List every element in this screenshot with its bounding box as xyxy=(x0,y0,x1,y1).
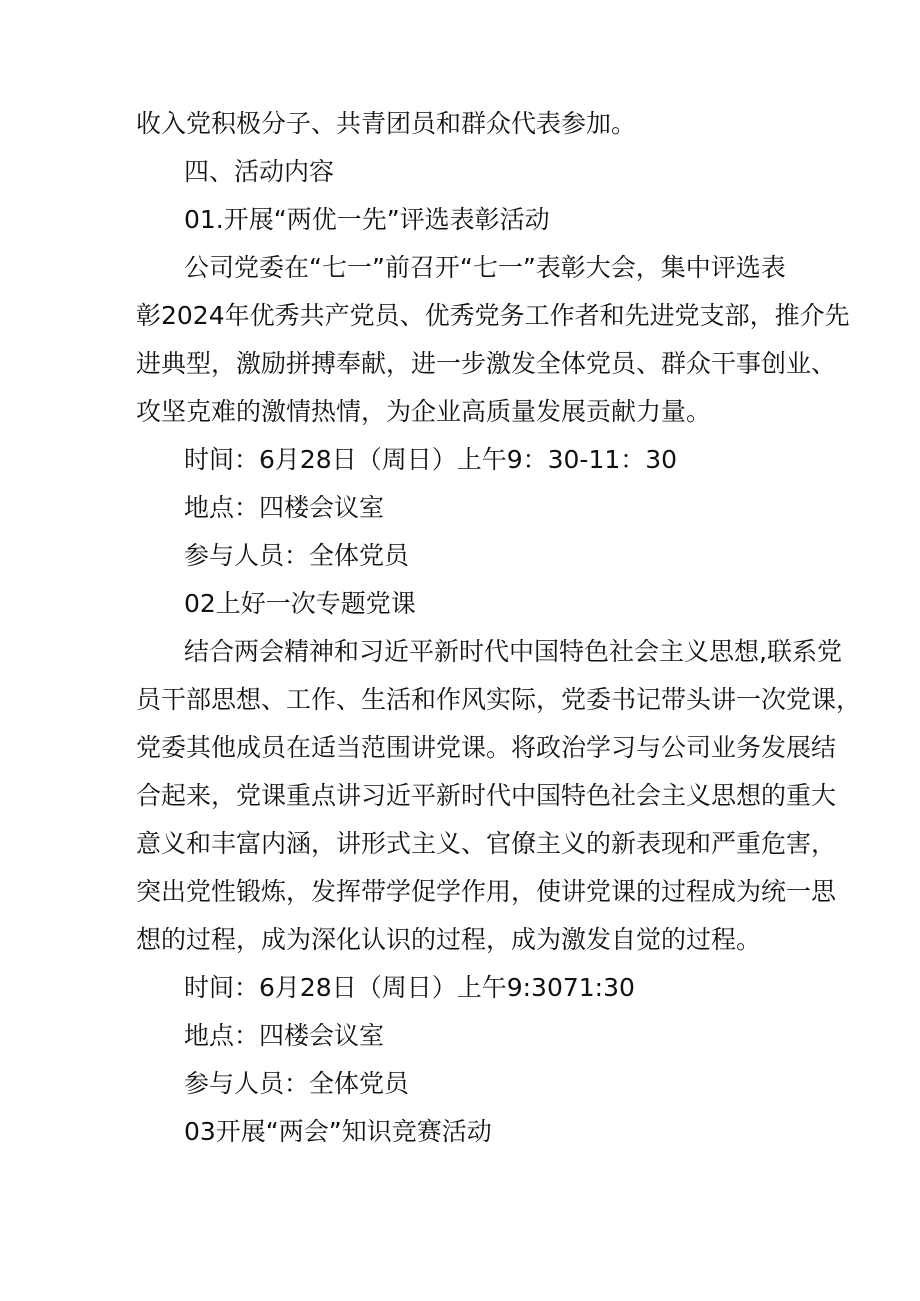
paragraph-line: 员干部思想、工作、生活和作风实际，党委书记带头讲一次党课， xyxy=(136,685,862,714)
document-body xyxy=(136,100,862,1156)
location-line: 地点：四楼会议室 xyxy=(184,1021,385,1050)
paragraph-line: 公司党委在“七一”前召开“七一”表彰大会，集中评选表 xyxy=(184,253,786,282)
paragraph-line: 想的过程，成为深化认识的过程，成为激发自觉的过程。 xyxy=(136,925,762,954)
paragraph-line: 意义和丰富内涵，讲形式主义、官僚主义的新表现和严重危害， xyxy=(136,829,837,858)
paragraph-line: 彰2024年优秀共产党员、优秀党务工作者和先进党支部，推介先 xyxy=(136,301,850,330)
subsection-heading: 03开展“两会”知识竞赛活动 xyxy=(184,1117,492,1146)
paragraph-line: 突出党性锻炼，发挥带学促学作用，使讲党课的过程成为统一思 xyxy=(136,877,837,906)
location-line: 地点：四楼会议室 xyxy=(184,493,385,522)
participants-line: 参与人员：全体党员 xyxy=(184,541,410,570)
subsection-heading: 01.开展“两优一先”评选表彰活动 xyxy=(184,205,550,234)
time-line: 时间：6月28日（周日）上午9:3071:30 xyxy=(184,973,635,1002)
paragraph-line: 结合两会精神和习近平新时代中国特色社会主义思想,联系党 xyxy=(184,637,842,666)
section-heading: 四、活动内容 xyxy=(184,157,335,186)
paragraph-line: 进典型，激励拼搏奉献，进一步激发全体党员、群众干事创业、 xyxy=(136,349,837,378)
paragraph-line: 收入党积极分子、共青团员和群众代表参加。 xyxy=(136,109,637,138)
time-line: 时间：6月28日（周日）上午9：30-11：30 xyxy=(184,445,678,474)
paragraph-line: 党委其他成员在适当范围讲党课。将政治学习与公司业务发展结 xyxy=(136,733,837,762)
paragraph-line: 攻坚克难的激情热情，为企业高质量发展贡献力量。 xyxy=(136,397,712,426)
participants-line: 参与人员：全体党员 xyxy=(184,1069,410,1098)
subsection-heading: 02上好一次专题党课 xyxy=(184,589,416,618)
paragraph-line: 合起来，党课重点讲习近平新时代中国特色社会主义思想的重大 xyxy=(136,781,837,810)
